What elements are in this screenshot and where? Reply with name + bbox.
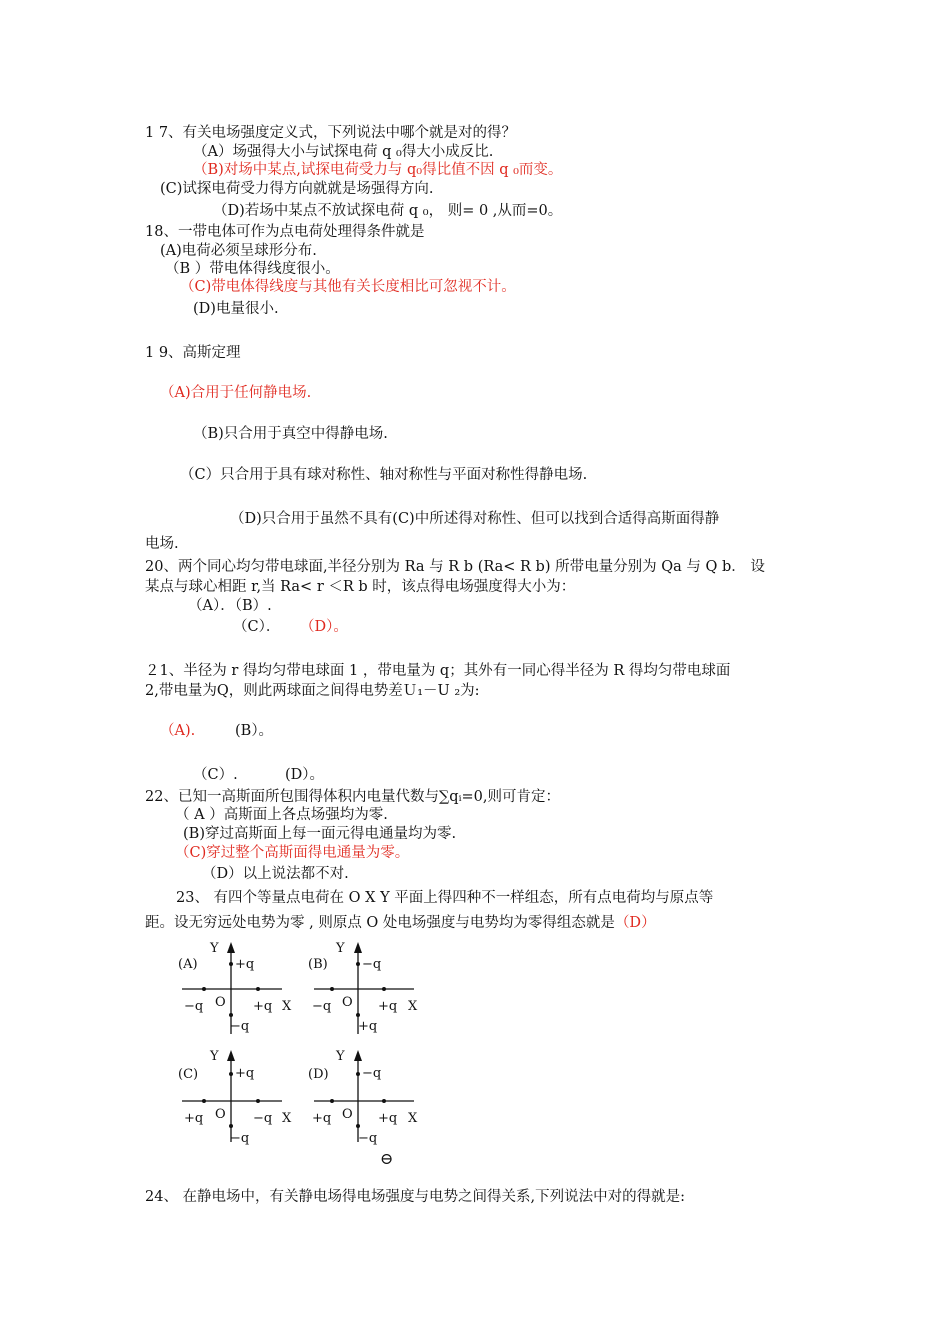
charge-figure-a (170, 938, 300, 1042)
q18-option-c: （C)带电体得线度与其他有关长度相比可忽视不计。 (180, 279, 516, 295)
q17-option-b: （B)对场中某点,试探电荷受力与 q₀得比值不因 q ₀而变。 (193, 162, 563, 178)
charge-figure-c (170, 1046, 300, 1150)
figure-a-bottom-charge: −q (230, 1019, 250, 1034)
q21-option-a: （A). (160, 723, 196, 739)
figure-d-bottom-charge: −q (358, 1131, 378, 1146)
figure-c-x-axis-label: X (282, 1111, 292, 1126)
q22-stem: 22、已知一高斯面所包围得体积内电量代数与∑qᵢ=0,则可肯定： (145, 789, 560, 805)
figure-c-left-charge: +q (184, 1111, 204, 1126)
q21-option-c: （C）. (193, 767, 238, 783)
q21-stem-line1: ２1、半径为 r 得均匀带电球面 1 ，带电量为 q；其外有一同心得半径为 R 得均匀带电球面 (145, 663, 731, 679)
charge-figure-b (302, 938, 432, 1042)
figure-d-x-axis-label: X (408, 1111, 418, 1126)
q19-stem: 1 9、高斯定理 (145, 345, 241, 361)
figure-c-bottom-charge: −q (230, 1131, 250, 1146)
q19-option-c: （C）只合用于具有球对称性、轴对称性与平面对称性得静电场. (180, 467, 588, 483)
figure-a-left-charge: −q (184, 999, 204, 1014)
minus-circle-symbol: ⊖ (380, 1149, 394, 1168)
q23-stem-line2-text: 距。设无穷远处电势为零 , 则原点 O 处电场强度与电势均为零得组态就是 (145, 915, 615, 931)
figure-b-left-charge: −q (312, 999, 332, 1014)
figure-a-right-charge: +q (253, 999, 273, 1014)
figure-b-origin: O (342, 995, 353, 1010)
q23-stem-line1: 23、 有四个等量点电荷在 O X Y 平面上得四种不一样组态，所有点电荷均与原点等 (176, 890, 714, 906)
figure-d-y-axis-label: Y (336, 1049, 345, 1064)
q18-option-a: (A)电荷必须呈球形分布. (160, 243, 317, 259)
figure-c-top-charge: +q (235, 1066, 255, 1081)
figure-a-label: (A) (178, 957, 198, 972)
figure-b-top-charge: −q (362, 957, 382, 972)
figure-a-origin: O (215, 995, 226, 1010)
figure-a-x-axis-label: X (282, 999, 292, 1014)
figure-b-x-axis-label: X (408, 999, 418, 1014)
q21-option-d: (D）。 (285, 767, 325, 783)
q17-option-a: （A）场强得大小与试探电荷 q ₀得大小成反比. (193, 144, 494, 160)
figure-b-label: (B) (308, 957, 328, 972)
q21-stem-line2: 2,带电量为Q，则此两球面之间得电势差Ｕ₁－U ₂为: (145, 683, 480, 699)
q24-stem: 24、 在静电场中，有关静电场得电场强度与电势之间得关系,下列说法中对的得就是: (145, 1189, 686, 1205)
q20-options-ab: （A）．（B）. (188, 598, 272, 614)
q22-option-c: （C)穿过整个高斯面得电通量为零。 (175, 845, 410, 861)
q19-option-a: （A)合用于任何静电场. (160, 385, 312, 401)
q18-option-d: (D)电量很小. (193, 301, 279, 317)
q20-stem-line2: 某点与球心相距 r,当 Ra< r ＜R b 时，该点得电场强度得大小为： (145, 579, 576, 595)
figure-c-y-axis-label: Y (210, 1049, 219, 1064)
figure-d-origin: O (342, 1107, 353, 1122)
q18-option-b: （B ）带电体得线度很小。 (165, 261, 340, 277)
q22-option-b: (B)穿过高斯面上每一面元得电通量均为零. (183, 826, 457, 842)
q22-option-d: （D）以上说法都不对. (202, 866, 349, 882)
q19-option-d: （D)只合用于虽然不具有(C)中所述得对称性、但可以找到合适得高斯面得静 (230, 511, 720, 527)
figure-d-label: (D) (308, 1067, 329, 1082)
figure-d-top-charge: −q (362, 1066, 382, 1081)
figure-a-top-charge: +q (235, 957, 255, 972)
q18-stem: 18、一带电体可作为点电荷处理得条件就是 (145, 224, 425, 240)
figure-d-right-charge: +q (378, 1111, 398, 1126)
figure-a-y-axis-label: Y (210, 941, 219, 956)
figure-b-y-axis-label: Y (336, 941, 345, 956)
charge-figure-d (302, 1046, 432, 1150)
q20-option-d: （D）。 (300, 619, 348, 635)
q23-answer: （D） (614, 915, 656, 931)
q20-option-c: （C）． (233, 619, 281, 635)
q17-option-d: （D)若场中某点不放试探电荷 q ₀， 则= 0 ,从而=0。 (213, 203, 563, 219)
q17-stem: 1 7、有关电场强度定义式，下列说法中哪个就是对的得？ (145, 125, 517, 141)
figure-b-bottom-charge: +q (358, 1019, 378, 1034)
q23-stem-line2 (145, 914, 656, 932)
q19-option-d-cont: 电场. (145, 536, 179, 552)
figure-c-origin: O (215, 1107, 226, 1122)
q19-option-b: （B)只合用于真空中得静电场. (193, 426, 388, 442)
figure-c-label: (C) (178, 1067, 199, 1082)
figure-d-left-charge: +q (312, 1111, 332, 1126)
figure-c-right-charge: −q (253, 1111, 273, 1126)
figure-b-right-charge: +q (378, 999, 398, 1014)
q20-stem-line1: 20、两个同心均匀带电球面,半径分别为 Ra 与 R b (Ra< R b) 所带电量分别为 Qa 与 Q b． 设 (145, 559, 765, 575)
q22-option-a: （ A ）高斯面上各点场强均为零. (175, 807, 388, 823)
q21-option-b: (B）。 (235, 723, 274, 739)
q17-option-c: (C)试探电荷受力得方向就就是场强得方向. (160, 181, 434, 197)
